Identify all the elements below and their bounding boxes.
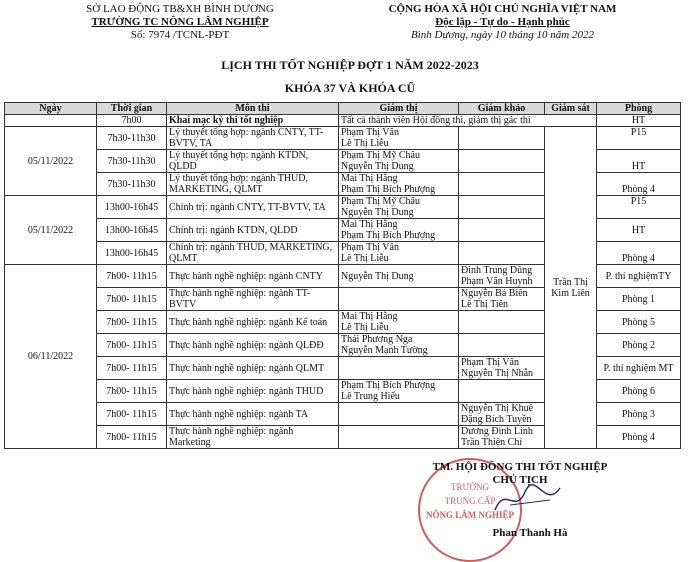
- cell-proctor: Nguyễn Thị Dung: [339, 265, 459, 288]
- national-title: CỘNG HÒA XÃ HỘI CHỦ NGHĨA VIỆT NAM: [388, 3, 617, 15]
- cell-subject: Thực hành nghề nghiệp: ngành QLMT: [167, 357, 339, 380]
- proctor-name: Phạm Thị Bích Phượng: [341, 230, 436, 241]
- cell-time: 7h00- 11h15: [97, 334, 167, 357]
- stamp-text: TRUNG CẤP: [444, 496, 496, 506]
- cell-time: 13h00-16h45: [97, 196, 167, 219]
- cell-room: Phòng 4: [597, 242, 681, 265]
- cell-examiner: [459, 311, 545, 334]
- cell-room: Phòng 2: [597, 334, 681, 357]
- cell-room: P15: [597, 196, 681, 219]
- table-row: [5, 127, 681, 150]
- council-title: TM. HỘI ĐỒNG THI TỐT NGHIỆP: [432, 461, 608, 473]
- stamp-text: TRƯỜNG: [451, 482, 489, 492]
- cell-proctor: [339, 357, 459, 380]
- cell-room: Phòng 6: [597, 380, 681, 403]
- proctor-name: Phạm Thị Bích Phượng: [341, 380, 436, 391]
- cell-proctor: [339, 173, 459, 196]
- proctor-name: Nguyễn Thị Dung: [341, 161, 414, 172]
- proctor-name: Mai Thị Hằng: [341, 219, 398, 230]
- cell-subject: Thực hành nghề nghiệp: ngành CNTY: [167, 265, 339, 288]
- cell-room: P. thí nghiệm MT: [597, 357, 681, 380]
- cell-examiner: [459, 380, 545, 403]
- col-header-date: Ngày: [5, 103, 97, 115]
- cell-room: Phòng 5: [597, 311, 681, 334]
- cell-examiner: [459, 403, 545, 426]
- proctor-name: Phạm Thị Bích Phượng: [341, 184, 436, 195]
- cell-subject: Lý thuyết tổng hợp: ngành THUD, MARKETING, QLMT: [167, 173, 339, 196]
- school-name: TRƯỜNG TC NÔNG LÂM NGHIỆP: [91, 16, 269, 28]
- cell-subject: Thực hành nghề nghiệp: ngành QLĐĐ: [167, 334, 339, 357]
- cell-room: Phòng 4: [597, 173, 681, 196]
- document-title: LỊCH THI TỐT NGHIỆP ĐỢT 1 NĂM 2022-2023: [221, 58, 479, 72]
- national-motto: Độc lập - Tự do - Hạnh phúc: [435, 16, 570, 28]
- proctor-name: Lê Thị Liễu: [341, 253, 389, 264]
- document-number: Số: 7974 /TCNL-PĐT: [130, 29, 230, 41]
- col-header-subject: Môn thi: [167, 103, 339, 115]
- table-row-opening: [5, 115, 681, 127]
- cell-subject: Chính trị: ngành KTDN, QLDD: [167, 219, 339, 242]
- cell-subject: Chính trị: ngành CNTY, TT-BVTV, TA: [167, 196, 339, 219]
- proctor-name: Lê Thị Liễu: [341, 322, 389, 333]
- proctor-name: Mai Thị Hằng: [341, 173, 398, 184]
- cell-examiner: [459, 288, 545, 311]
- cell-subject: Lý thuyết tổng hợp: ngành CNTY, TT-BVTV, TA: [167, 127, 339, 150]
- cell-room: HT: [597, 115, 681, 127]
- cell-time: 7h30-11h30: [97, 150, 167, 173]
- cell-proctor: [339, 426, 459, 449]
- col-header-supervisor: Giám sát: [545, 103, 597, 115]
- cell-examiner: [459, 127, 545, 150]
- cell-subject: Lý thuyết tổng hợp: ngành KTDN, QLDD: [167, 150, 339, 173]
- cell-proctor: [339, 150, 459, 173]
- cell-time: 7h30-11h30: [97, 173, 167, 196]
- cell-subject: Thực hành nghề nghiệp: ngành Marketing: [167, 426, 339, 449]
- cell-examiner: [459, 242, 545, 265]
- cell-examiner: [459, 150, 545, 173]
- cell-proctor: [339, 127, 459, 150]
- cell-proctor: [339, 380, 459, 403]
- cell-room: Phòng 4: [597, 426, 681, 449]
- examiner-name: Phạm Thị Vân: [461, 357, 519, 368]
- col-header-proctor: Giám thị: [339, 103, 459, 115]
- proctor-name: Phạm Thị Vân: [341, 242, 399, 253]
- cell-examiner: [459, 357, 545, 380]
- examiner-name: Nguyễn Thị Nhẫn: [461, 368, 534, 379]
- cell-proctor-all: Tất cả thành viên Hội đồng thi, giám thị gác thi: [339, 115, 597, 127]
- cell-subject: Thực hành nghề nghiệp: ngành TT-BVTV: [167, 288, 339, 311]
- cell-room: P15: [597, 127, 681, 150]
- proctor-name: Nguyễn Mạnh Tường: [341, 345, 428, 356]
- cell-examiner: [459, 196, 545, 219]
- cell-time: 13h00-16h45: [97, 242, 167, 265]
- examiner-name: Lê Thị Tiên: [461, 299, 509, 310]
- cell-date: 05/11/2022: [5, 196, 97, 265]
- cell-room: HT: [597, 150, 681, 173]
- cell-subject: Khai mạc kỳ thi tốt nghiệp: [167, 115, 339, 127]
- cell-time: 7h00- 11h15: [97, 403, 167, 426]
- cell-room: HT: [597, 219, 681, 242]
- cell-examiner: [459, 334, 545, 357]
- cell-proctor: [339, 403, 459, 426]
- cell-proctor: [339, 334, 459, 357]
- cell-time: 7h00- 11h15: [97, 265, 167, 288]
- cell-time: 7h00- 11h15: [97, 380, 167, 403]
- examiner-name: Nguyễn Thị Khuê: [461, 403, 534, 414]
- cell-date: 06/11/2022: [5, 265, 97, 449]
- ministry-name: SỞ LAO ĐỘNG TB&XH BÌNH DƯƠNG: [86, 3, 274, 15]
- header-left: [60, 3, 300, 42]
- cell-examiner: [459, 426, 545, 449]
- proctor-name: Phạm Thị Vân: [341, 127, 399, 138]
- cell-room: Phòng 1: [597, 288, 681, 311]
- examiner-name: Trần Thiện Chí: [461, 437, 523, 448]
- examiner-name: Nguyễn Bá Biên: [461, 288, 528, 299]
- table-header-row: [5, 103, 681, 115]
- stamp-text: NÔNG LÂM NGHIỆP: [425, 510, 514, 520]
- proctor-name: Nguyễn Thị Dung: [341, 207, 414, 218]
- cell-time: 7h00- 11h15: [97, 357, 167, 380]
- cell-time: 7h00- 11h15: [97, 426, 167, 449]
- examiner-name: Dương Đình Linh: [461, 426, 533, 437]
- col-header-examiner: Giám khảo: [459, 103, 545, 115]
- proctor-name: Mai Thị Hằng: [341, 311, 398, 322]
- cell-time: 7h00- 11h15: [97, 288, 167, 311]
- place-date: Bình Dương, ngày 10 tháng 10 năm 2022: [411, 29, 594, 41]
- chair-title: CHỦ TỊCH: [492, 474, 548, 486]
- cell-time: 7h30-11h30: [97, 127, 167, 150]
- cell-date: 05/11/2022: [5, 127, 97, 196]
- cell-time: 7h00- 11h15: [97, 311, 167, 334]
- signature-icon: [490, 480, 570, 520]
- examiner-name: Phạm Văn Huynh: [461, 276, 533, 287]
- cell-subject: Thực hành nghề nghiệp: ngành Kế toán: [167, 311, 339, 334]
- cell-date-empty: [5, 115, 97, 127]
- cell-proctor: [339, 288, 459, 311]
- cell-time: 7h00: [97, 115, 167, 127]
- signer-name: Phan Thanh Hà: [492, 527, 568, 539]
- cell-subject: Chính trị: ngành THUD, MARKETING, QLMT: [167, 242, 339, 265]
- cell-supervisor: Trần Thị Kim Liên: [545, 127, 597, 449]
- document-subtitle: KHÓA 37 VÀ KHÓA CŨ: [284, 81, 416, 95]
- cell-examiner: [459, 219, 545, 242]
- cell-examiner: [459, 173, 545, 196]
- cell-subject: Thực hành nghề nghiệp: ngành THUD: [167, 380, 339, 403]
- proctor-name: Lê Trung Hiếu: [341, 391, 400, 402]
- col-header-time: Thời gian: [97, 103, 167, 115]
- cell-proctor: [339, 311, 459, 334]
- cell-proctor: [339, 242, 459, 265]
- cell-time: 13h00-16h45: [97, 219, 167, 242]
- examiner-name: Đinh Trung Dũng: [461, 265, 533, 276]
- cell-room: Phòng 3: [597, 403, 681, 426]
- proctor-name: Thái Phương Nga: [341, 334, 413, 345]
- cell-subject: Thực hành nghề nghiệp: ngành TA: [167, 403, 339, 426]
- cell-proctor: [339, 219, 459, 242]
- proctor-name: Phạm Thị Mỹ Châu: [341, 150, 420, 161]
- exam-schedule-table: [4, 102, 681, 449]
- examiner-name: Đặng Bích Tuyền: [461, 414, 532, 425]
- cell-examiner: [459, 265, 545, 288]
- proctor-name: Phạm Thị Mỹ Châu: [341, 196, 420, 207]
- cell-proctor: [339, 196, 459, 219]
- cell-room: P. thí nghiệmTY: [597, 265, 681, 288]
- col-header-room: Phòng: [597, 103, 681, 115]
- header-right: [360, 3, 645, 42]
- proctor-name: Lê Thị Liễu: [341, 138, 389, 149]
